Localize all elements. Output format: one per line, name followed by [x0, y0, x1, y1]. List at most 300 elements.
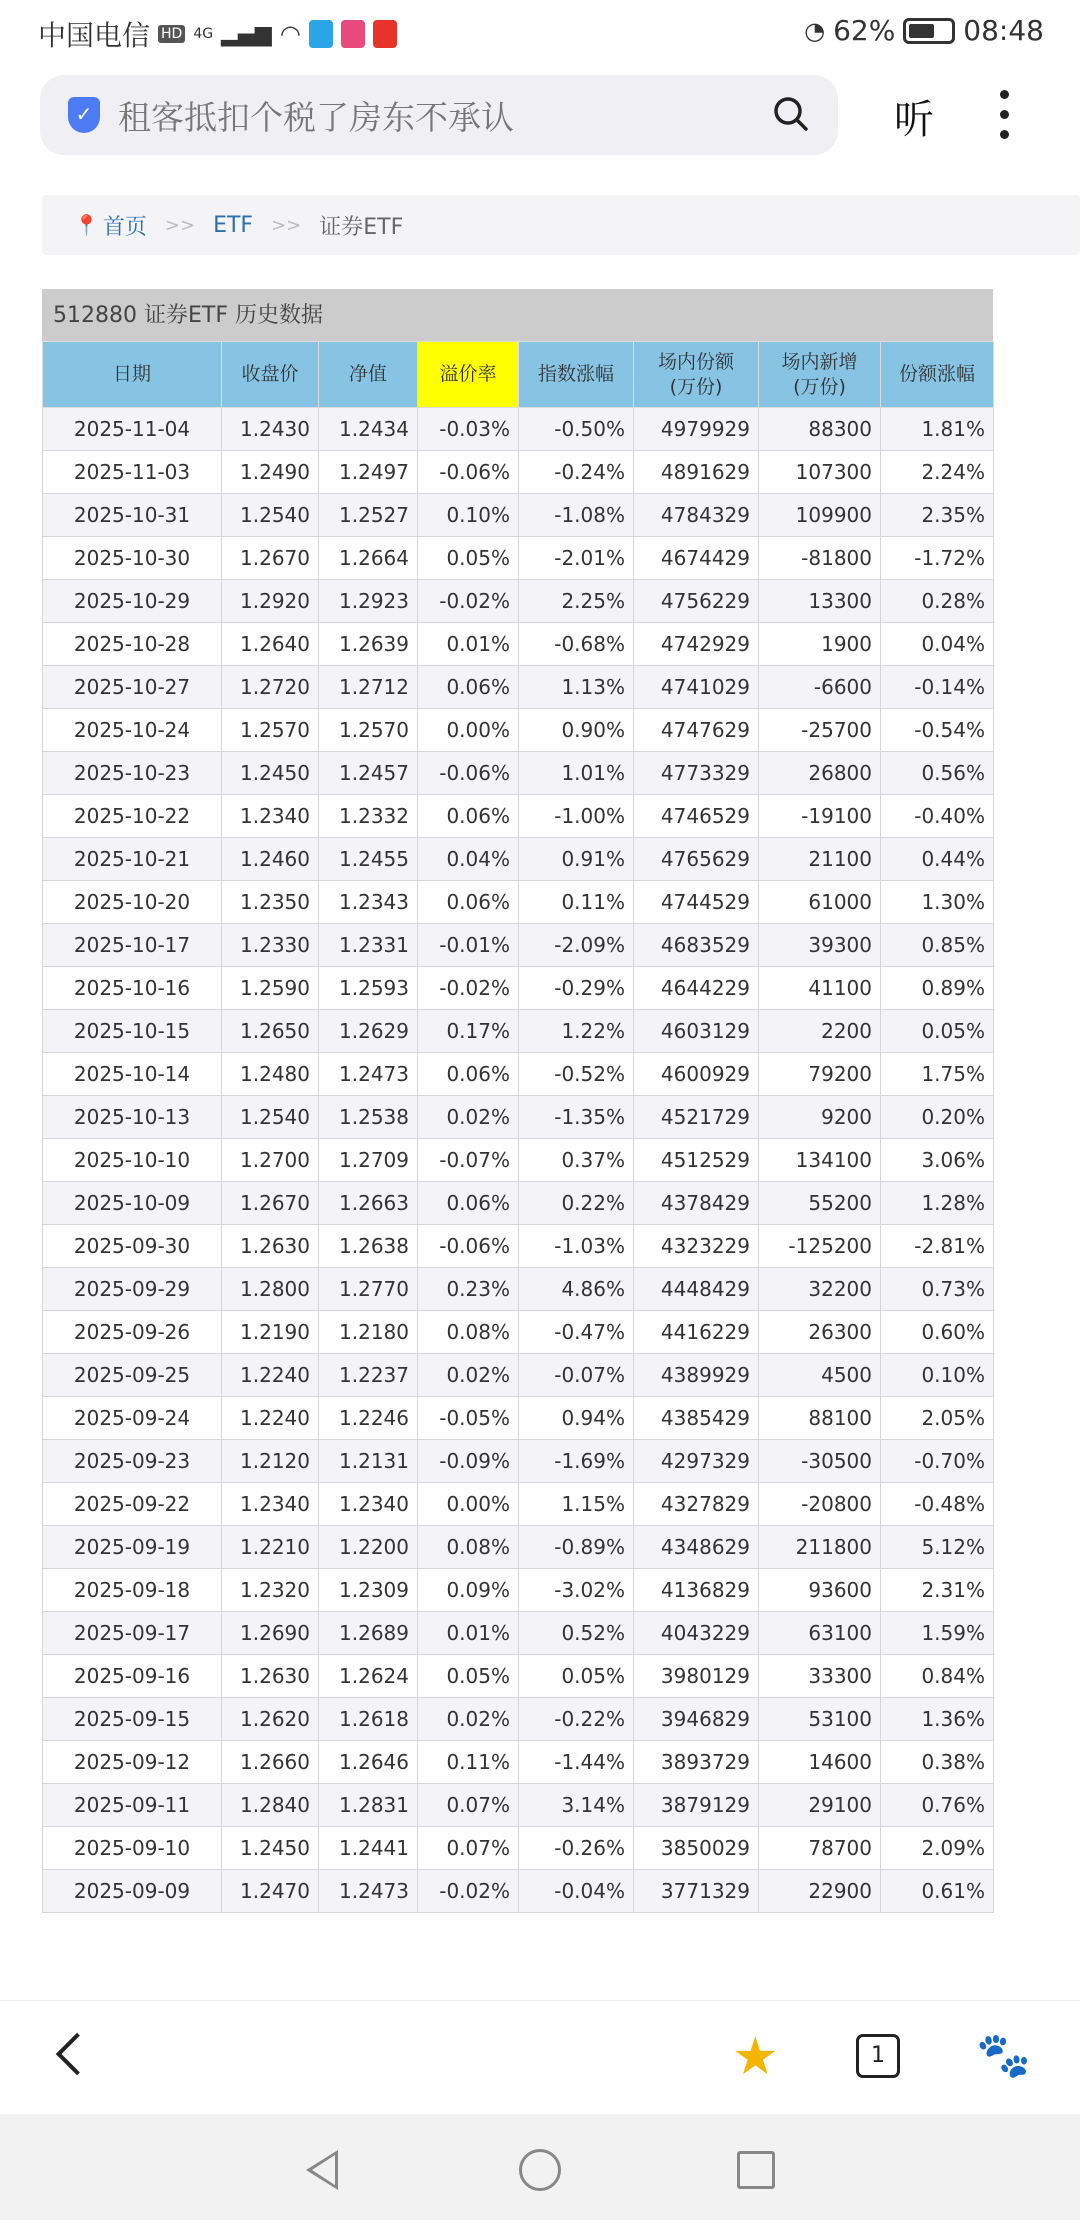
table-cell: 3.14% — [519, 1784, 634, 1827]
table-cell: 4603129 — [634, 1010, 759, 1053]
table-cell: 1.22% — [519, 1010, 634, 1053]
history-table — [42, 289, 993, 1913]
table-cell: 0.02% — [418, 1698, 519, 1741]
table-cell: 3771329 — [634, 1870, 759, 1913]
network-label: 4G — [193, 26, 214, 42]
signal-icon: ▂▄▆ — [221, 21, 272, 47]
table-row — [43, 623, 994, 666]
table-cell: 1.2638 — [319, 1225, 418, 1268]
table-cell: 2025-09-23 — [43, 1440, 222, 1483]
column-header[interactable]: 溢价率 — [418, 342, 519, 408]
table-cell: 1.2640 — [222, 623, 319, 666]
table-cell: 1.28% — [881, 1182, 994, 1225]
table-cell: 1.2840 — [222, 1784, 319, 1827]
table-cell: 107300 — [759, 451, 881, 494]
table-cell: 4742929 — [634, 623, 759, 666]
table-cell: 0.07% — [418, 1784, 519, 1827]
nav-recents-icon[interactable] — [737, 2151, 775, 2189]
nav-back-icon[interactable] — [306, 2150, 338, 2190]
more-menu-icon[interactable] — [1000, 90, 1012, 150]
table-cell: -0.24% — [519, 451, 634, 494]
column-header[interactable]: 指数涨幅 — [519, 342, 634, 408]
table-cell: 1.2309 — [319, 1569, 418, 1612]
table-cell: 1.2441 — [319, 1827, 418, 1870]
table-cell: 4756229 — [634, 580, 759, 623]
column-header[interactable]: 日期 — [43, 342, 222, 408]
table-row — [43, 580, 994, 623]
table-cell: 61000 — [759, 881, 881, 924]
column-header[interactable]: 份额涨幅 — [881, 342, 994, 408]
table-cell: 4747629 — [634, 709, 759, 752]
table-cell: 1.15% — [519, 1483, 634, 1526]
table-cell: -0.06% — [418, 451, 519, 494]
search-icon[interactable] — [772, 95, 810, 133]
app-notification-icon — [341, 20, 365, 48]
table-cell: 1.2920 — [222, 580, 319, 623]
table-row — [43, 1010, 994, 1053]
table-cell: -0.02% — [418, 580, 519, 623]
table-cell: 1.2800 — [222, 1268, 319, 1311]
table-cell: 4744529 — [634, 881, 759, 924]
table-cell: -0.68% — [519, 623, 634, 666]
baidu-paw-icon[interactable]: 🐾 — [976, 2030, 1031, 2081]
table-cell: 0.00% — [418, 709, 519, 752]
table-cell: 4765629 — [634, 838, 759, 881]
battery-percent: 62% — [833, 14, 896, 47]
table-cell: 1.2340 — [222, 795, 319, 838]
table-cell: -0.04% — [519, 1870, 634, 1913]
column-header[interactable]: 净值 — [319, 342, 418, 408]
table-cell: 1.2720 — [222, 666, 319, 709]
table-cell: -0.05% — [418, 1397, 519, 1440]
table-cell: 0.94% — [519, 1397, 634, 1440]
table-cell: 1.75% — [881, 1053, 994, 1096]
table-cell: 0.76% — [881, 1784, 994, 1827]
shield-check-icon: ✓ — [68, 97, 100, 133]
table-cell: 88300 — [759, 408, 881, 451]
table-row — [43, 1096, 994, 1139]
table-row — [43, 1139, 994, 1182]
table-row — [43, 1526, 994, 1569]
table-cell: 2025-10-28 — [43, 623, 222, 666]
table-cell: -0.40% — [881, 795, 994, 838]
search-query[interactable]: 租客抵扣个税了房东不承认 — [118, 97, 514, 137]
table-cell: -1.72% — [881, 537, 994, 580]
table-cell: 14600 — [759, 1741, 881, 1784]
table-cell: 4043229 — [634, 1612, 759, 1655]
table-cell: 2025-10-09 — [43, 1182, 222, 1225]
table-cell: 0.06% — [418, 881, 519, 924]
table-cell: 1.2660 — [222, 1741, 319, 1784]
table-cell: 33300 — [759, 1655, 881, 1698]
table-row — [43, 1569, 994, 1612]
table-row — [43, 1870, 994, 1913]
table-cell: 1.2460 — [222, 838, 319, 881]
table-cell: -0.14% — [881, 666, 994, 709]
table-cell: 78700 — [759, 1827, 881, 1870]
table-cell: 1.2120 — [222, 1440, 319, 1483]
table-cell: -2.81% — [881, 1225, 994, 1268]
table-cell: 1.2689 — [319, 1612, 418, 1655]
table-cell: 1.2450 — [222, 1827, 319, 1870]
table-cell: -0.07% — [519, 1354, 634, 1397]
table-cell: 1.13% — [519, 666, 634, 709]
table-cell: 13300 — [759, 580, 881, 623]
table-row — [43, 408, 994, 451]
clock: 08:48 — [963, 14, 1044, 47]
table-cell: 4683529 — [634, 924, 759, 967]
table-cell: 2025-09-18 — [43, 1569, 222, 1612]
table-cell: -0.22% — [519, 1698, 634, 1741]
table-row — [43, 838, 994, 881]
table-cell: 2025-10-16 — [43, 967, 222, 1010]
table-cell: 1.2331 — [319, 924, 418, 967]
table-cell: 0.85% — [881, 924, 994, 967]
table-cell: 2025-09-17 — [43, 1612, 222, 1655]
table-cell: 0.06% — [418, 795, 519, 838]
table-cell: 1.2618 — [319, 1698, 418, 1741]
table-cell: 2025-10-27 — [43, 666, 222, 709]
table-row — [43, 1397, 994, 1440]
table-row — [43, 1053, 994, 1096]
battery-icon — [903, 18, 955, 44]
table-row — [43, 709, 994, 752]
table-cell: 0.04% — [418, 838, 519, 881]
table-cell: 1.2646 — [319, 1741, 418, 1784]
table-cell: -3.02% — [519, 1569, 634, 1612]
table-row — [43, 752, 994, 795]
table-cell: 4323229 — [634, 1225, 759, 1268]
app-notification-icon — [309, 20, 333, 48]
table-cell: 2025-09-12 — [43, 1741, 222, 1784]
table-cell: 88100 — [759, 1397, 881, 1440]
table-cell: -0.02% — [418, 1870, 519, 1913]
table-cell: 4348629 — [634, 1526, 759, 1569]
table-row — [43, 1311, 994, 1354]
table-cell: 0.23% — [418, 1268, 519, 1311]
table-cell: 2025-09-22 — [43, 1483, 222, 1526]
breadcrumb-separator: >> — [164, 214, 196, 236]
table-cell: 0.05% — [418, 1655, 519, 1698]
status-bar — [0, 0, 1080, 64]
table-cell: 4500 — [759, 1354, 881, 1397]
table-cell: 1.2330 — [222, 924, 319, 967]
table-row — [43, 795, 994, 838]
table-row — [43, 1483, 994, 1526]
column-header[interactable]: 收盘价 — [222, 342, 319, 408]
table-cell: -1.44% — [519, 1741, 634, 1784]
table-row — [43, 1354, 994, 1397]
table-cell: 0.61% — [881, 1870, 994, 1913]
table-cell: 93600 — [759, 1569, 881, 1612]
table-cell: 21100 — [759, 838, 881, 881]
table-cell: -0.06% — [418, 752, 519, 795]
table-cell: 4136829 — [634, 1569, 759, 1612]
table-cell: 1.2473 — [319, 1053, 418, 1096]
table-cell: 2025-10-23 — [43, 752, 222, 795]
table-cell: 2025-09-11 — [43, 1784, 222, 1827]
table-cell: 2025-10-29 — [43, 580, 222, 623]
table-cell: -0.47% — [519, 1311, 634, 1354]
table-cell: 1.2240 — [222, 1354, 319, 1397]
table-cell: 1.2455 — [319, 838, 418, 881]
listen-button[interactable]: 听 — [894, 97, 934, 143]
table-cell: 1.2709 — [319, 1139, 418, 1182]
table-cell: 1.2639 — [319, 623, 418, 666]
column-header[interactable]: 场内份额 (万份) — [634, 342, 759, 408]
table-cell: 2025-11-04 — [43, 408, 222, 451]
table-cell: -0.48% — [881, 1483, 994, 1526]
table-cell: 4979929 — [634, 408, 759, 451]
table-cell: 4378429 — [634, 1182, 759, 1225]
table-cell: 2200 — [759, 1010, 881, 1053]
browser-bottom-bar — [0, 2000, 1080, 2114]
table-cell: 1.2629 — [319, 1010, 418, 1053]
table-cell: -0.89% — [519, 1526, 634, 1569]
table-cell: 1.2538 — [319, 1096, 418, 1139]
tabs-count-button[interactable]: 1 — [856, 2034, 900, 2078]
table-cell: 1.2210 — [222, 1526, 319, 1569]
table-cell: -19100 — [759, 795, 881, 838]
breadcrumb-etf[interactable]: ETF — [213, 212, 254, 238]
table-cell: 1.30% — [881, 881, 994, 924]
table-cell: 1.81% — [881, 408, 994, 451]
table-cell: 1900 — [759, 623, 881, 666]
table-cell: -0.09% — [418, 1440, 519, 1483]
system-nav-bar — [0, 2114, 1080, 2220]
table-cell: 0.06% — [418, 1053, 519, 1096]
table-cell: 2025-10-31 — [43, 494, 222, 537]
table-cell: 4741029 — [634, 666, 759, 709]
table-cell: 1.2246 — [319, 1397, 418, 1440]
table-cell: -0.29% — [519, 967, 634, 1010]
table-cell: 2025-09-24 — [43, 1397, 222, 1440]
table-cell: -20800 — [759, 1483, 881, 1526]
table-cell: -0.50% — [519, 408, 634, 451]
table-cell: 0.17% — [418, 1010, 519, 1053]
table-cell: 1.2237 — [319, 1354, 418, 1397]
table-cell: 0.56% — [881, 752, 994, 795]
table-cell: 1.2712 — [319, 666, 418, 709]
table-cell: 0.28% — [881, 580, 994, 623]
table-cell: 2025-10-21 — [43, 838, 222, 881]
table-cell: 1.2650 — [222, 1010, 319, 1053]
table-cell: -81800 — [759, 537, 881, 580]
table-cell: 0.89% — [881, 967, 994, 1010]
table-row — [43, 1827, 994, 1870]
table-cell: 26300 — [759, 1311, 881, 1354]
table-cell: 4416229 — [634, 1311, 759, 1354]
table-row — [43, 1741, 994, 1784]
table-cell: 2025-10-17 — [43, 924, 222, 967]
table-cell: 4773329 — [634, 752, 759, 795]
table-cell: 2025-10-24 — [43, 709, 222, 752]
table-cell: 0.11% — [418, 1741, 519, 1784]
table-row — [43, 537, 994, 580]
table-cell: 0.06% — [418, 1182, 519, 1225]
table-cell: 4389929 — [634, 1354, 759, 1397]
table-row — [43, 494, 994, 537]
table-cell: 0.09% — [418, 1569, 519, 1612]
table-cell: 1.2320 — [222, 1569, 319, 1612]
table-cell: 0.05% — [519, 1655, 634, 1698]
table-cell: -1.69% — [519, 1440, 634, 1483]
table-cell: 1.2340 — [222, 1483, 319, 1526]
table-cell: -1.35% — [519, 1096, 634, 1139]
table-cell: 2025-09-10 — [43, 1827, 222, 1870]
table-cell: 1.2923 — [319, 580, 418, 623]
table-cell: 0.04% — [881, 623, 994, 666]
table-cell: -0.70% — [881, 1440, 994, 1483]
table-cell: 2.31% — [881, 1569, 994, 1612]
table-row — [43, 1268, 994, 1311]
table-cell: 1.2450 — [222, 752, 319, 795]
table-cell: 3879129 — [634, 1784, 759, 1827]
table-cell: 0.10% — [881, 1354, 994, 1397]
table-cell: 2.09% — [881, 1827, 994, 1870]
table-cell: 1.2350 — [222, 881, 319, 924]
nav-home-icon[interactable] — [519, 2149, 561, 2191]
table-cell: 1.2200 — [319, 1526, 418, 1569]
carrier-label: 中国电信 — [38, 19, 151, 52]
table-cell: 1.2770 — [319, 1268, 418, 1311]
table-cell: 2025-10-15 — [43, 1010, 222, 1053]
table-cell: -125200 — [759, 1225, 881, 1268]
table-cell: -2.01% — [519, 537, 634, 580]
table-cell: 1.2340 — [319, 1483, 418, 1526]
back-icon[interactable] — [56, 2033, 98, 2075]
table-cell: 1.2570 — [319, 709, 418, 752]
table-cell: 9200 — [759, 1096, 881, 1139]
charging-icon: ◔ — [804, 16, 826, 45]
table-cell: 4512529 — [634, 1139, 759, 1182]
favorite-star-icon[interactable]: ★ — [732, 2027, 779, 2087]
table-cell: 2025-09-09 — [43, 1870, 222, 1913]
table-cell: 0.06% — [418, 666, 519, 709]
table-cell: 2025-09-30 — [43, 1225, 222, 1268]
table-cell: -0.07% — [418, 1139, 519, 1182]
table-cell: 3946829 — [634, 1698, 759, 1741]
table-cell: 1.2670 — [222, 1182, 319, 1225]
table-cell: 2025-10-20 — [43, 881, 222, 924]
table-cell: 2025-09-15 — [43, 1698, 222, 1741]
breadcrumb-home[interactable]: 首页 — [102, 214, 147, 240]
table-cell: 0.10% — [418, 494, 519, 537]
table-cell: 3.06% — [881, 1139, 994, 1182]
table-cell: 1.2430 — [222, 408, 319, 451]
table-cell: 4.86% — [519, 1268, 634, 1311]
table-cell: 1.2831 — [319, 1784, 418, 1827]
table-cell: 0.05% — [418, 537, 519, 580]
table-cell: 55200 — [759, 1182, 881, 1225]
table-cell: 4600929 — [634, 1053, 759, 1096]
column-header[interactable]: 场内新增 (万份) — [759, 342, 881, 408]
table-cell: 1.2131 — [319, 1440, 418, 1483]
table-cell: 4448429 — [634, 1268, 759, 1311]
table-cell: 0.02% — [418, 1354, 519, 1397]
table-cell: 0.08% — [418, 1526, 519, 1569]
table-cell: 1.2630 — [222, 1225, 319, 1268]
table-cell: 2025-10-13 — [43, 1096, 222, 1139]
table-cell: 4674429 — [634, 537, 759, 580]
table-row — [43, 881, 994, 924]
table-cell: -0.06% — [418, 1225, 519, 1268]
table-cell: 41100 — [759, 967, 881, 1010]
table-cell: 1.2434 — [319, 408, 418, 451]
table-title: 512880 证券ETF 历史数据 — [42, 289, 993, 341]
app-notification-icon — [373, 20, 397, 48]
table-cell: 2025-09-16 — [43, 1655, 222, 1698]
table-cell: 1.2620 — [222, 1698, 319, 1741]
table-cell: 4385429 — [634, 1397, 759, 1440]
table-cell: 1.2664 — [319, 537, 418, 580]
table-row — [43, 1182, 994, 1225]
table-cell: 26800 — [759, 752, 881, 795]
table-cell: 1.2590 — [222, 967, 319, 1010]
table-cell: 1.2470 — [222, 1870, 319, 1913]
table-cell: 2025-09-29 — [43, 1268, 222, 1311]
table-cell: 4327829 — [634, 1483, 759, 1526]
table-row — [43, 924, 994, 967]
table-cell: -2.09% — [519, 924, 634, 967]
table-cell: 22900 — [759, 1870, 881, 1913]
table-cell: 39300 — [759, 924, 881, 967]
table-cell: -0.02% — [418, 967, 519, 1010]
table-cell: -0.26% — [519, 1827, 634, 1870]
table-cell: -1.00% — [519, 795, 634, 838]
table-cell: 53100 — [759, 1698, 881, 1741]
table-cell: 1.2457 — [319, 752, 418, 795]
table-cell: 2025-11-03 — [43, 451, 222, 494]
table-cell: 0.60% — [881, 1311, 994, 1354]
search-bar[interactable] — [40, 75, 838, 155]
table-cell: 1.2527 — [319, 494, 418, 537]
table-cell: 1.2473 — [319, 1870, 418, 1913]
table-cell: 2.24% — [881, 451, 994, 494]
table-cell: 2025-10-10 — [43, 1139, 222, 1182]
table-row — [43, 1225, 994, 1268]
table-cell: 4297329 — [634, 1440, 759, 1483]
table-cell: 0.00% — [418, 1483, 519, 1526]
table-cell: 2025-09-26 — [43, 1311, 222, 1354]
table-row — [43, 1784, 994, 1827]
table-cell: 2025-10-30 — [43, 537, 222, 580]
breadcrumb-current: 证券ETF — [319, 214, 404, 240]
table-cell: 0.01% — [418, 1612, 519, 1655]
table-cell: -6600 — [759, 666, 881, 709]
table-cell: 2.05% — [881, 1397, 994, 1440]
table-cell: 2.25% — [519, 580, 634, 623]
table-cell: 211800 — [759, 1526, 881, 1569]
table-cell: -30500 — [759, 1440, 881, 1483]
table-cell: -0.52% — [519, 1053, 634, 1096]
table-row — [43, 451, 994, 494]
table-cell: 1.36% — [881, 1698, 994, 1741]
table-cell: 0.52% — [519, 1612, 634, 1655]
table-cell: 0.02% — [418, 1096, 519, 1139]
table-cell: 1.2540 — [222, 1096, 319, 1139]
table-cell: 0.22% — [519, 1182, 634, 1225]
table-cell: 134100 — [759, 1139, 881, 1182]
table-row — [43, 967, 994, 1010]
table-cell: 1.2540 — [222, 494, 319, 537]
table-row — [43, 1612, 994, 1655]
table-cell: 4746529 — [634, 795, 759, 838]
table-row — [43, 1698, 994, 1741]
table-cell: 0.11% — [519, 881, 634, 924]
table-cell: 1.2180 — [319, 1311, 418, 1354]
table-row — [43, 1440, 994, 1483]
